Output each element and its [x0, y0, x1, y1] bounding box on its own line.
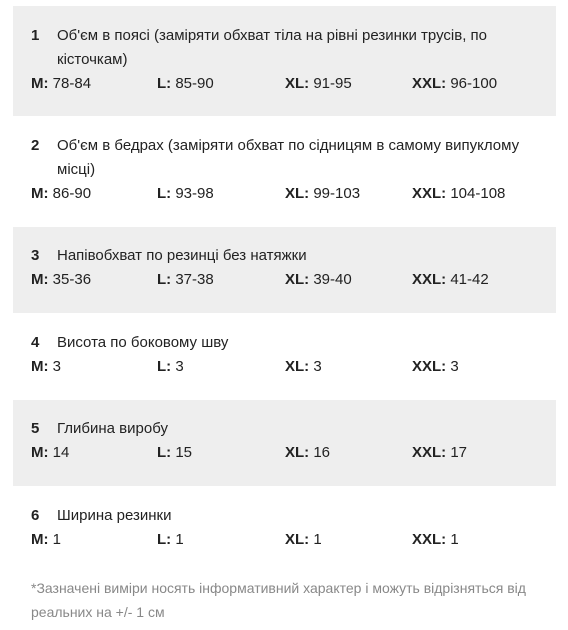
size-xl: [285, 182, 412, 206]
size-l-value: 15: [175, 444, 193, 461]
size-m-value: 35-36: [52, 271, 92, 288]
size-table: [13, 6, 556, 572]
size-xxl: [412, 528, 532, 552]
size-xxl-value: 17: [450, 444, 468, 461]
size-xl-value: 39-40: [313, 271, 352, 288]
size-m-value: 3: [52, 358, 62, 375]
size-l: [157, 441, 285, 465]
size-xl-label: XL:: [285, 444, 310, 461]
size-l: [157, 528, 285, 552]
size-l-label: L:: [157, 444, 172, 461]
size-m-label: M:: [31, 358, 49, 375]
size-xxl-label: XXL:: [412, 444, 447, 461]
row-title: Об'єм в бедрах (заміряти обхват по сідницям в самому випуклому місці): [57, 137, 520, 178]
row-sizes: [31, 528, 556, 552]
size-m-value: 1: [52, 531, 62, 548]
size-l-label: L:: [157, 75, 172, 92]
row-title-line: [31, 417, 556, 441]
row-title-line: [31, 331, 556, 355]
size-xl-value: 91-95: [313, 75, 352, 92]
size-m-value: 86-90: [52, 185, 92, 202]
row-sizes: [31, 72, 556, 96]
size-m: [31, 72, 157, 96]
table-row: [13, 400, 556, 486]
row-sizes: [31, 268, 556, 292]
row-title: Ширина резинки: [57, 507, 172, 524]
size-l: [157, 268, 285, 292]
table-row: [13, 486, 556, 572]
size-l-label: L:: [157, 358, 172, 375]
size-m-label: M:: [31, 271, 49, 288]
size-l-label: L:: [157, 531, 172, 548]
table-row: [13, 116, 556, 227]
size-xl-value: 99-103: [313, 185, 361, 202]
row-title-line: [31, 504, 556, 528]
size-l: [157, 182, 285, 206]
size-xl-label: XL:: [285, 185, 310, 202]
size-xl-label: XL:: [285, 75, 310, 92]
row-title: Об'єм в поясі (заміряти обхват тіла на рівні резинки трусів, по кісточкам): [57, 27, 488, 68]
size-l-value: 85-90: [175, 75, 214, 92]
row-number: 6: [31, 507, 40, 524]
size-m-value: 78-84: [52, 75, 92, 92]
size-xl: [285, 441, 412, 465]
size-m: [31, 182, 157, 206]
row-number: 4: [31, 334, 40, 351]
size-l: [157, 355, 285, 379]
size-m-value: 14: [52, 444, 70, 461]
size-xxl: [412, 182, 532, 206]
table-row: [13, 227, 556, 313]
size-m: [31, 528, 157, 552]
row-sizes: [31, 441, 556, 465]
row-title: Напівобхват по резинці без натяжки: [57, 247, 307, 264]
size-xxl-value: 3: [450, 358, 459, 375]
size-xxl-value: 104-108: [450, 185, 506, 202]
measurement-disclaimer: *Зазначені виміри носять інформативний характер і можуть відрізняться від реальних на +/- 1 см: [31, 580, 526, 620]
size-xl: [285, 355, 412, 379]
size-l-value: 1: [175, 531, 184, 548]
size-xxl-label: XXL:: [412, 271, 447, 288]
table-row: [13, 313, 556, 400]
size-xxl: [412, 441, 532, 465]
size-l: [157, 72, 285, 96]
size-xxl-value: 1: [450, 531, 459, 548]
size-m: [31, 441, 157, 465]
size-m-label: M:: [31, 75, 49, 92]
size-l-label: L:: [157, 185, 172, 202]
size-xxl-label: XXL:: [412, 358, 447, 375]
size-l-value: 3: [175, 358, 184, 375]
size-xl-value: 3: [313, 358, 322, 375]
row-sizes: [31, 355, 556, 379]
size-m-label: M:: [31, 185, 49, 202]
size-m: [31, 355, 157, 379]
size-xl: [285, 528, 412, 552]
size-xxl: [412, 268, 532, 292]
row-number: 1: [31, 27, 40, 44]
row-number: 2: [31, 137, 40, 154]
size-xl: [285, 72, 412, 96]
size-xxl-value: 41-42: [450, 271, 489, 288]
row-sizes: [31, 182, 556, 206]
size-xl-label: XL:: [285, 271, 310, 288]
row-number: 3: [31, 247, 40, 264]
size-m: [31, 268, 157, 292]
row-number: 5: [31, 420, 40, 437]
size-l-value: 93-98: [175, 185, 214, 202]
size-xxl-label: XXL:: [412, 75, 447, 92]
size-xxl: [412, 72, 532, 96]
row-title-line: [31, 134, 556, 182]
table-row: [13, 6, 556, 116]
size-m-label: M:: [31, 531, 49, 548]
size-xxl-label: XXL:: [412, 531, 447, 548]
size-xl-value: 1: [313, 531, 322, 548]
row-title-line: [31, 244, 556, 268]
row-title-line: [31, 24, 556, 72]
row-title: Глибина виробу: [57, 420, 168, 437]
size-xxl: [412, 355, 532, 379]
size-xl-label: XL:: [285, 358, 310, 375]
size-xxl-label: XXL:: [412, 185, 447, 202]
row-title: Висота по боковому шву: [57, 334, 229, 351]
size-xxl-value: 96-100: [450, 75, 498, 92]
size-xl-value: 16: [313, 444, 331, 461]
size-l-label: L:: [157, 271, 172, 288]
size-m-label: M:: [31, 444, 49, 461]
size-xl-label: XL:: [285, 531, 310, 548]
size-l-value: 37-38: [175, 271, 214, 288]
size-xl: [285, 268, 412, 292]
